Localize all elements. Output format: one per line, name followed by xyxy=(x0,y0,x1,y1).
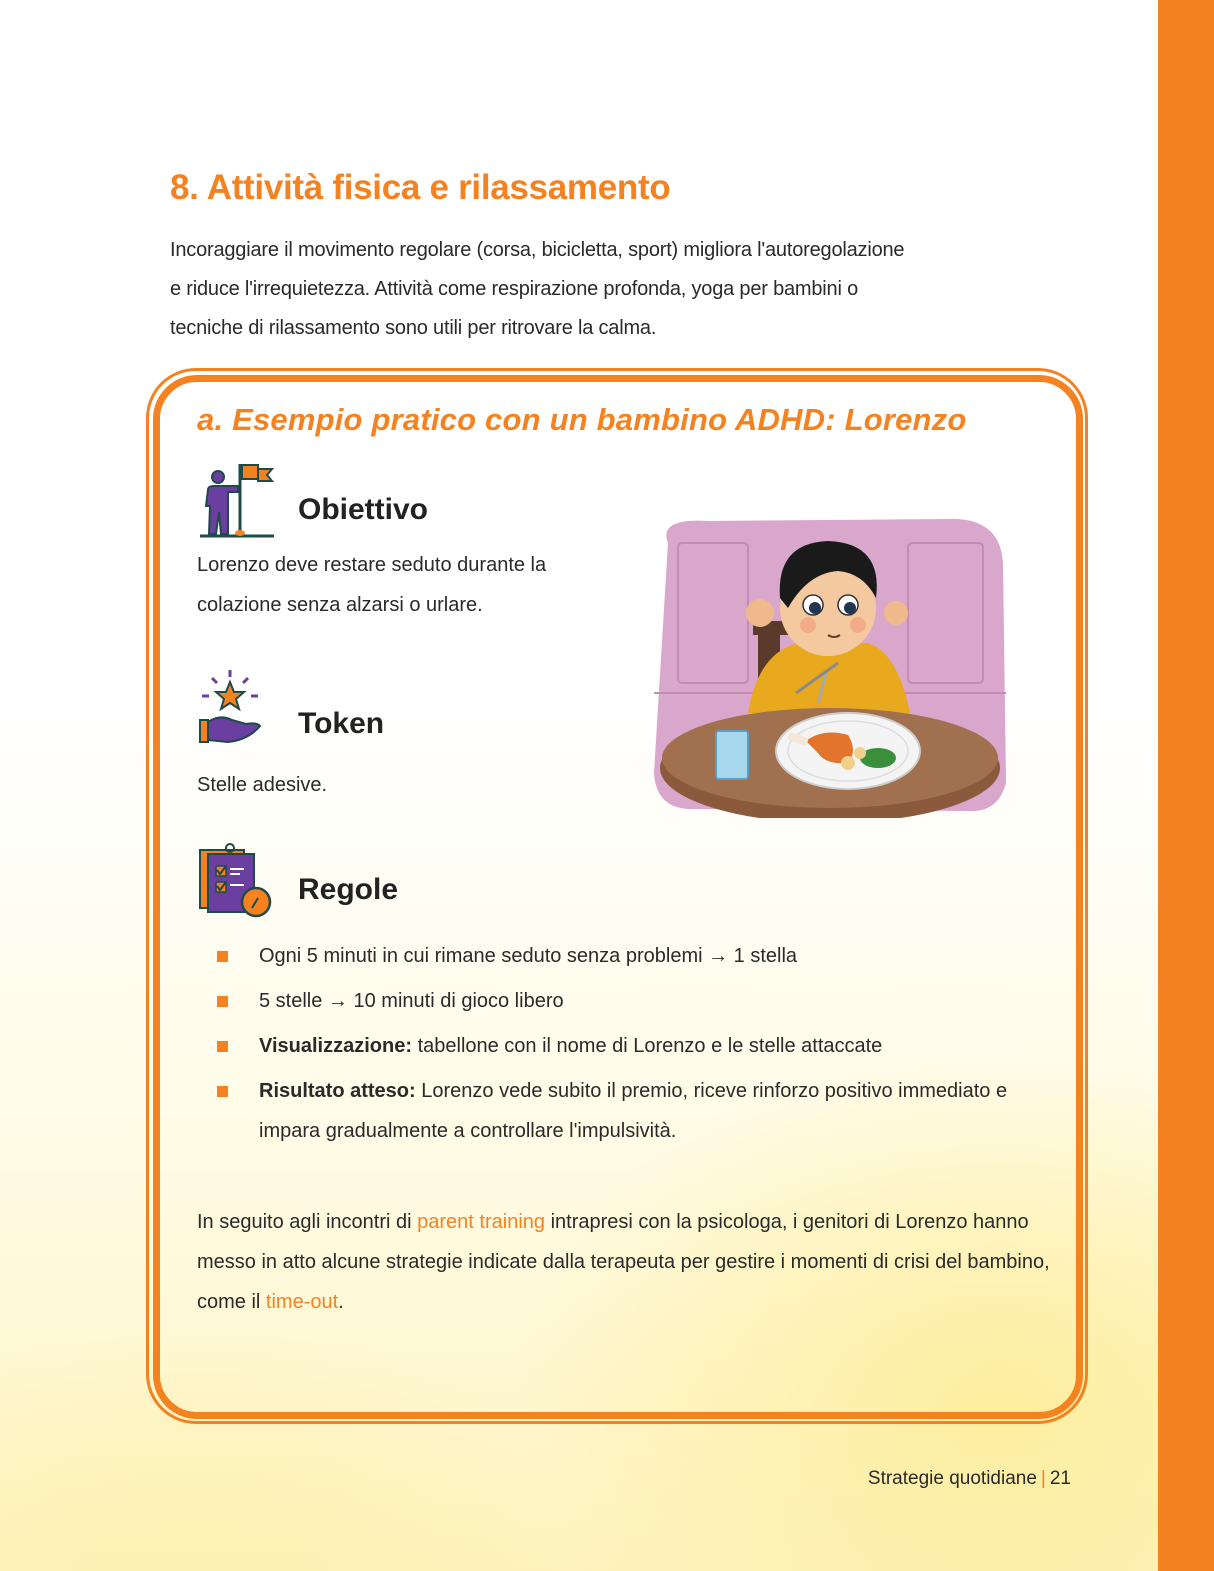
rule-item xyxy=(213,981,1033,1021)
page-number: 21 xyxy=(1049,1468,1071,1489)
square-bullet-icon xyxy=(217,1041,228,1052)
rule-label: Risultato atteso: xyxy=(259,1080,416,1102)
intro-paragraph xyxy=(170,231,1070,348)
clipboard-clock-icon xyxy=(198,842,274,918)
objective-text xyxy=(197,545,546,625)
section-title: 8. Attività fisica e rilassamento xyxy=(170,168,671,207)
objective-heading: Obiettivo xyxy=(298,493,429,526)
closing-text: intrapresi con la psicologa, i genitori di Lorenzo hanno messo in atto alcune strategie indicate dalla terapeuta per gestire i momenti di crisi del bambino, come il xyxy=(197,1211,1050,1313)
rules-heading: Regole xyxy=(298,873,399,906)
objective-line: colazione senza alzarsi o urlare. xyxy=(197,594,483,616)
boy-eating-illustration xyxy=(648,513,1008,818)
closing-text: . xyxy=(338,1291,344,1313)
rule-label: Visualizzazione: xyxy=(259,1035,413,1057)
intro-line: tecniche di rilassamento sono utili per ritrovare la calma. xyxy=(170,317,657,339)
rule-item xyxy=(213,936,1033,976)
rule-text: 5 stelle → 10 minuti di gioco libero xyxy=(259,990,564,1012)
square-bullet-icon xyxy=(217,996,228,1007)
example-title: a. Esempio pratico con un bambino ADHD: Lorenzo xyxy=(197,402,967,437)
token-text: Stelle adesive. xyxy=(197,774,328,796)
objective-line: Lorenzo deve restare seduto durante la xyxy=(197,554,547,576)
orange-side-bar xyxy=(1158,0,1214,1571)
page-footer xyxy=(868,1468,1071,1490)
rule-text: Lorenzo vede subito il premio, riceve rinforzo positivo immediato e impara gradualmente a controllare l'impulsività. xyxy=(259,1080,1008,1142)
rule-item xyxy=(213,1026,1033,1066)
intro-line: e riduce l'irrequietezza. Attività come respirazione profonda, yoga per bambini o xyxy=(170,278,858,300)
closing-text: In seguito agli incontri di xyxy=(197,1211,418,1233)
square-bullet-icon xyxy=(217,1086,228,1097)
star-hand-icon xyxy=(198,668,268,746)
square-bullet-icon xyxy=(217,951,228,962)
rules-list xyxy=(213,936,1033,1156)
token-heading: Token xyxy=(298,707,385,740)
rule-text: Ogni 5 minuti in cui rimane seduto senza problemi → 1 stella xyxy=(259,945,798,967)
rule-text: tabellone con il nome di Lorenzo e le stelle attaccate xyxy=(412,1035,883,1057)
footer-chapter: Strategie quotidiane xyxy=(867,1468,1037,1489)
goal-flag-icon xyxy=(198,460,276,540)
highlight-parent-training: parent training xyxy=(417,1211,546,1233)
rule-item xyxy=(213,1071,1033,1151)
closing-paragraph xyxy=(197,1202,1057,1322)
footer-separator: | xyxy=(1040,1468,1046,1489)
highlight-time-out: time-out xyxy=(265,1291,339,1313)
intro-line: Incoraggiare il movimento regolare (corsa, bicicletta, sport) migliora l'autoregolazione xyxy=(170,239,905,261)
